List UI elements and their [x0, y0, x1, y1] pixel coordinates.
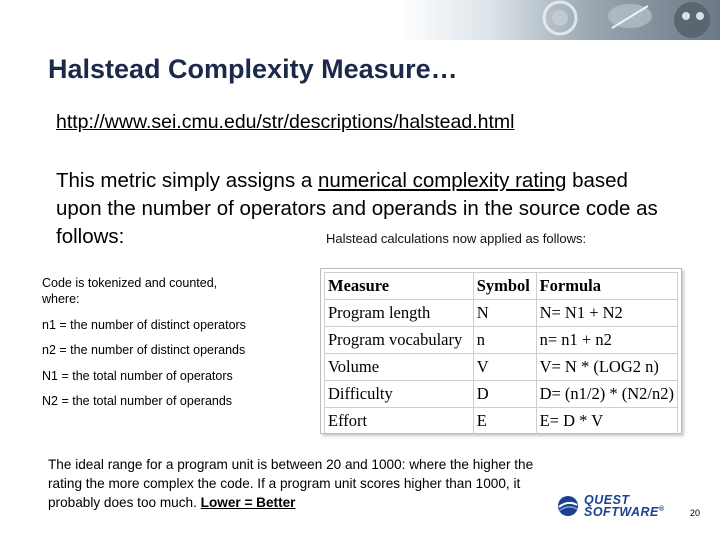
definition-item: Code is tokenized and counted,	[42, 276, 218, 290]
table-cell: V= N * (LOG2 n)	[536, 354, 677, 381]
table-cell: n= n1 + n2	[536, 327, 677, 354]
logo-text-software: SOFTWARE®	[584, 505, 665, 519]
table-row	[325, 408, 678, 435]
table-row	[325, 354, 678, 381]
slide-title: Halstead Complexity Measure…	[48, 54, 458, 84]
table-cell: Program length	[325, 300, 474, 327]
table-cell: Volume	[325, 354, 474, 381]
table-row	[325, 381, 678, 408]
quest-software-logo	[556, 493, 676, 519]
column-header: Formula	[536, 273, 677, 300]
table-cell: N= N1 + N2	[536, 300, 677, 327]
summary-emphasis: Lower = Better	[200, 495, 296, 510]
table-cell: E= D * V	[536, 408, 677, 435]
halstead-url-link[interactable]: http://www.sei.cmu.edu/str/descriptions/halstead.html	[56, 111, 515, 133]
halstead-formula-table	[320, 268, 682, 434]
quest-logo-icon	[556, 494, 580, 518]
table-cell: D= (n1/2) * (N2/n2)	[536, 381, 677, 408]
definition-item: N1 = the total number of operators	[42, 369, 233, 383]
calculations-caption: Halstead calculations now applied as follows:	[326, 231, 587, 246]
registered-mark: ®	[658, 505, 665, 513]
logo-text-quest: QUEST	[584, 493, 630, 507]
definition-item: N2 = the total number of operands	[42, 394, 233, 408]
summary-text: The ideal range for a program unit is between 20 and 1000: where the higher the rating the more complex the code. If a program unit scores higher than 1000, it probably does too much.	[48, 457, 534, 510]
summary-paragraph	[48, 455, 548, 512]
table-row	[325, 300, 678, 327]
intro-text-start: This metric simply assigns a	[56, 169, 319, 192]
table-row	[325, 327, 678, 354]
table-cell: Effort	[325, 408, 474, 435]
table-cell: N	[473, 300, 536, 327]
column-header: Measure	[325, 273, 474, 300]
table-cell: V	[473, 354, 536, 381]
banner-decoration-icon	[520, 0, 720, 40]
table-cell: E	[473, 408, 536, 435]
table-cell: D	[473, 381, 536, 408]
table-header-row	[325, 273, 678, 300]
intro-text-end: based upon the number of operators and operands in the source code as follows:	[56, 169, 658, 248]
header-banner	[0, 0, 720, 40]
table-cell: Program vocabulary	[325, 327, 474, 354]
definition-item: n1 = the number of distinct operators	[42, 318, 246, 332]
table-cell: Difficulty	[325, 381, 474, 408]
page-number: 20	[690, 508, 701, 518]
definition-item: where:	[42, 292, 80, 306]
column-header: Symbol	[473, 273, 536, 300]
definition-item: n2 = the number of distinct operands	[42, 343, 246, 357]
intro-underlined-text: numerical complexity rating	[318, 169, 567, 192]
table-cell: n	[473, 327, 536, 354]
